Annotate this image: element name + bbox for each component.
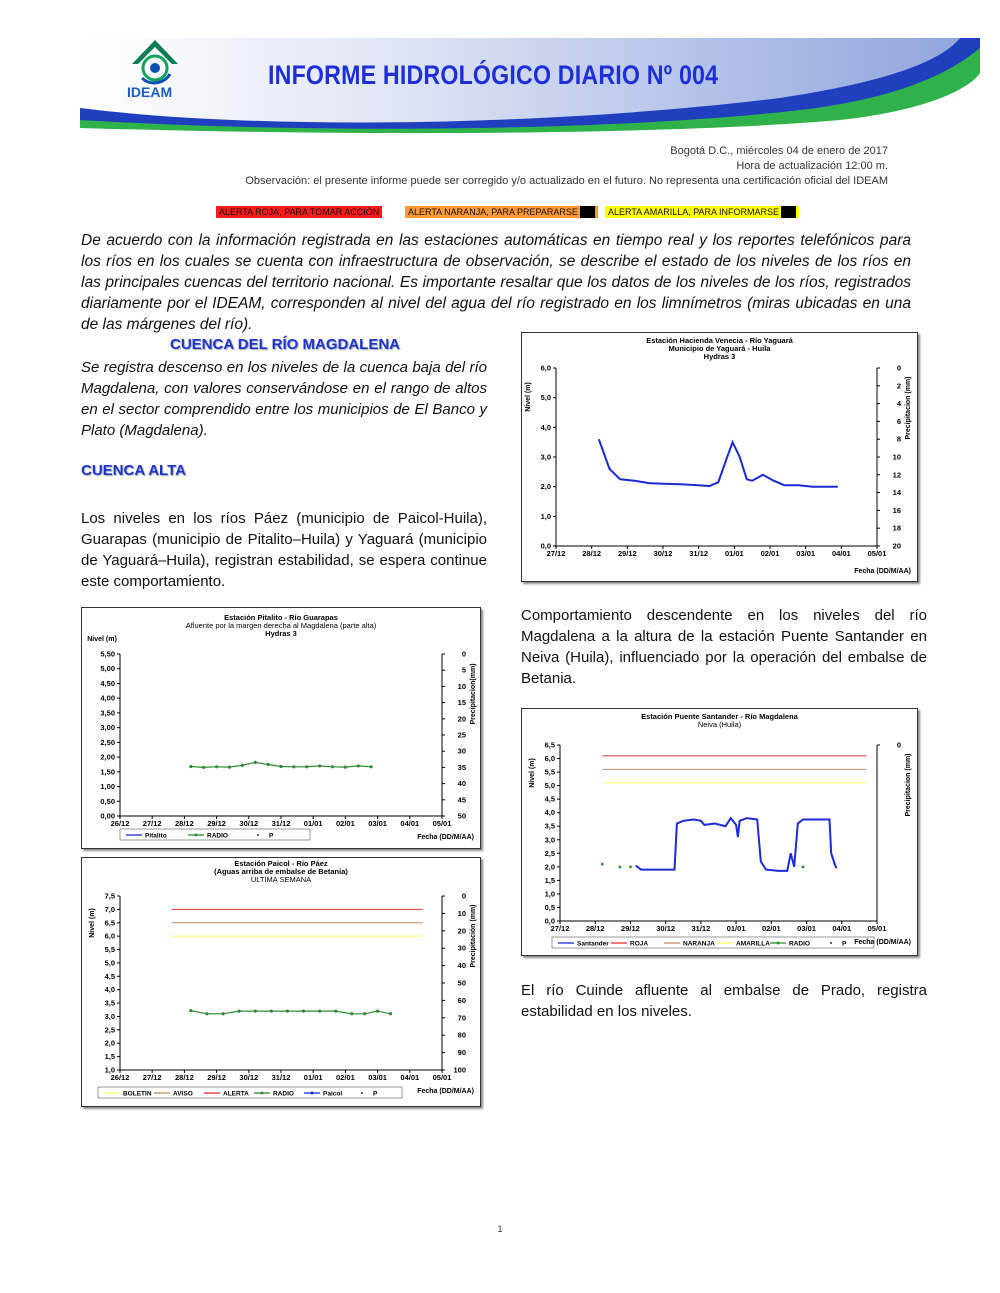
pitalito-data-point [292, 765, 295, 768]
pitalito-data-point [305, 765, 308, 768]
pitalito-ytick-label: 3,00 [100, 723, 115, 733]
pitalito-y2tick-label: 10 [457, 681, 466, 691]
paicol-ylabel: Nivel (m) [89, 908, 96, 938]
pitalito-y2tick-label: 35 [457, 762, 466, 772]
santander-ytick-label: 3,0 [544, 835, 555, 845]
santander-y2tick-label: 0 [896, 740, 901, 750]
santander-xtick-label: 27/12 [550, 924, 570, 933]
paicol-y2tick-label: 40 [457, 961, 466, 971]
santander-ytick-label: 2,5 [544, 848, 555, 858]
pitalito-ytick-label: 4,50 [100, 678, 115, 688]
pitalito-xtick-label: 30/12 [239, 819, 259, 828]
chart-pitalito [81, 607, 481, 849]
paicol-y2tick-label: 100 [453, 1065, 466, 1075]
santander-xtick-label: 03/01 [797, 924, 816, 933]
venecia-y2tick-label: 16 [892, 505, 901, 515]
pitalito-data-point [202, 766, 205, 769]
paicol-data-point [221, 1012, 224, 1015]
paicol-data-point [270, 1010, 273, 1013]
paicol-ytick-label: 4,0 [104, 985, 115, 995]
pitalito-xtick-label: 02/01 [336, 819, 355, 828]
paicol-data-point [286, 1010, 289, 1013]
venecia-y2tick-label: 8 [896, 434, 901, 444]
pitalito-y2tick-label: 20 [457, 714, 466, 724]
paicol-data-point [205, 1012, 208, 1015]
chart-santander-svg [522, 709, 917, 955]
paicol-legend-marker [311, 1092, 314, 1095]
paicol-ytick-label: 3,0 [104, 1011, 115, 1021]
pitalito-y2tick-label: 0 [461, 649, 466, 659]
logo-text: IDEAM [127, 84, 173, 100]
paicol-xtick-label: 30/12 [239, 1073, 259, 1082]
santander-title: Estación Puente Santander - Río Magdalena [641, 712, 798, 721]
page-number: 1 [497, 1224, 503, 1234]
pitalito-xtick-label: 01/01 [303, 819, 323, 828]
paicol-xtick-label: 02/01 [336, 1073, 355, 1082]
venecia-series-line [599, 439, 838, 487]
paicol-ytick-label: 6,0 [104, 931, 115, 941]
pitalito-y2tick-label: 45 [457, 795, 466, 805]
paicol-ytick-label: 2,0 [104, 1038, 115, 1048]
chart-paicol [81, 857, 481, 1107]
pitalito-ytick-label: 4,00 [100, 693, 115, 703]
pitalito-data-point [279, 765, 282, 768]
santander-y2label: Precipitacion (mm) [905, 753, 912, 817]
pitalito-data-point [254, 761, 257, 764]
alert-yellow-badge [605, 206, 799, 218]
pitalito-subtitle2: Hydras 3 [265, 629, 297, 638]
pitalito-legend-swatch [257, 834, 259, 836]
venecia-xtick-label: 29/12 [617, 549, 637, 558]
venecia-ytick-label: 1,0 [540, 511, 551, 521]
paicol-data-point [334, 1010, 337, 1013]
venecia-xlabel: Fecha (DD/M/AA) [854, 568, 911, 575]
santander-data-point [629, 865, 632, 868]
paicol-y2tick-label: 10 [457, 908, 466, 918]
paicol-data-point [389, 1012, 392, 1015]
pitalito-ytick-label: 0,50 [100, 796, 115, 806]
pitalito-xtick-label: 28/12 [175, 819, 194, 828]
santander-legend-label: RADIO [789, 940, 810, 948]
paicol-ytick-label: 2,5 [104, 1025, 115, 1035]
paicol-legend-label: RADIO [273, 1090, 294, 1098]
santander-data-point [618, 865, 621, 868]
alert-orange-label: ALERTA NARANJA, PARA PREPARARSE [408, 207, 578, 217]
paicol-y2tick-label: 50 [457, 978, 466, 988]
chart-venecia-svg [522, 333, 917, 581]
pitalito-y2tick-label: 25 [457, 730, 466, 740]
santander-ytick-label: 0,5 [544, 902, 555, 912]
pitalito-y2tick-label: 30 [457, 746, 466, 756]
venecia-subtitle2: Hydras 3 [703, 352, 736, 361]
venecia-xtick-label: 28/12 [582, 549, 602, 558]
pitalito-ytick-label: 0,00 [100, 811, 115, 821]
venecia-title: Estación Hacienda Venecia - Río Yaguará [646, 336, 793, 345]
pitalito-data-point [215, 765, 218, 768]
santander-xtick-label: 02/01 [761, 924, 781, 933]
pitalito-data-point [331, 765, 334, 768]
paicol-series-line [191, 1011, 391, 1014]
pitalito-legend-label: P [269, 832, 274, 840]
venecia-y2tick-label: 4 [896, 399, 901, 409]
pitalito-ytick-label: 2,50 [100, 737, 115, 747]
santander-xtick-label: 01/01 [726, 924, 746, 933]
pitalito-ytick-label: 3,50 [100, 708, 115, 718]
venecia-y2tick-label: 2 [896, 381, 901, 391]
pitalito-xtick-label: 03/01 [368, 819, 387, 828]
paicol-y2tick-label: 0 [461, 891, 466, 901]
paicol-ytick-label: 5,5 [104, 945, 115, 955]
alert-yellow-label: ALERTA AMARILLA, PARA INFORMARSE [608, 207, 780, 217]
pitalito-data-point [189, 765, 192, 768]
paicol-ytick-label: 4,5 [104, 971, 115, 981]
paicol-legend-label: P [373, 1090, 378, 1098]
pitalito-legend-label: Pitalito [145, 832, 167, 840]
intro-paragraph: De acuerdo con la información registrada en las estaciones automáticas en tiempo real y los reportes telefónicos para los ríos en los cuales se cuenta con infraestructura de observación, se describe el estado de los niveles de los ríos en las principales cuencas del territorio nacional. Es importante resaltar que los datos de los niveles de los ríos, registrados diariamente por el IDEAM, corresponden al nivel del agua del río registrado en los limnímetros (miras ubicadas en una de las márgenes del río). [81, 232, 911, 333]
magdalena-text: Se registra descenso en los niveles de la cuenca baja del río Magdalena, con valores conservándose en el rango de altos en el sector comprendido entre los municipios de El Banco y Plato (Magdalena). [81, 359, 487, 439]
santander-ytick-label: 1,0 [544, 889, 555, 899]
santander-xtick-label: 04/01 [832, 924, 852, 933]
pitalito-data-point [267, 763, 270, 766]
paicol-y2tick-label: 80 [457, 1030, 466, 1040]
venecia-ytick-label: 6,0 [540, 363, 551, 373]
paicol-y2tick-label: 60 [457, 995, 466, 1005]
pitalito-xtick-label: 26/12 [110, 819, 130, 828]
pitalito-data-point [318, 764, 321, 767]
paicol-xtick-label: 04/01 [400, 1073, 420, 1082]
alert-orange-badge [405, 206, 598, 218]
pitalito-xtick-label: 05/01 [432, 819, 452, 828]
santander-ytick-label: 6,5 [544, 740, 555, 750]
santander-legend-label: Santander [577, 940, 609, 948]
pitalito-xtick-label: 27/12 [142, 819, 162, 828]
paicol-legend-label: ALERTA [223, 1090, 249, 1098]
venecia-y2tick-label: 0 [896, 363, 901, 373]
santander-text: Comportamiento descendente en los niveles del río Magdalena a la altura de la estación Puente Santander en Neiva (Huila), influenciado por la operación del embalse de Betania. [521, 607, 927, 687]
paicol-xtick-label: 31/12 [271, 1073, 291, 1082]
venecia-ytick-label: 3,0 [540, 452, 551, 462]
logo [120, 38, 190, 102]
venecia-xtick-label: 02/01 [760, 549, 780, 558]
place-date: Bogotá D.C., miércoles 04 de enero de 2017 [670, 145, 888, 157]
santander-xtick-label: 29/12 [621, 924, 640, 933]
pitalito-legend-label: RADIO [207, 832, 228, 840]
santander-legend-label: AMARILLA [736, 940, 770, 948]
santander-legend-swatch [830, 942, 832, 944]
pitalito-ylabel: Nivel (m) [87, 636, 117, 643]
paicol-y2tick-label: 90 [457, 1048, 466, 1058]
paicol-data-point [254, 1010, 257, 1013]
paicol-ytick-label: 1,5 [104, 1052, 115, 1062]
paicol-ytick-label: 3,5 [104, 998, 115, 1008]
paicol-legend-marker [261, 1092, 264, 1095]
paicol-data-point [302, 1010, 305, 1013]
paicol-y2tick-label: 70 [457, 1013, 466, 1023]
venecia-y2tick-label: 10 [892, 452, 901, 462]
santander-xlabel: Fecha (DD/M/AA) [854, 939, 911, 946]
alert-red-badge [216, 206, 382, 218]
santander-ytick-label: 5,0 [544, 781, 555, 791]
santander-legend-label: ROJA [630, 940, 649, 948]
pitalito-y2tick-label: 50 [457, 811, 466, 821]
venecia-ytick-label: 4,0 [540, 422, 551, 432]
chart-pitalito-svg [82, 608, 480, 848]
pitalito-xlabel: Fecha (DD/M/AA) [417, 834, 474, 841]
pitalito-ytick-label: 2,00 [100, 752, 115, 762]
pitalito-data-point [357, 764, 360, 767]
alert-red-label: ALERTA ROJA, PARA TOMAR ACCIÓN [219, 207, 380, 217]
venecia-y2tick-label: 20 [892, 541, 901, 551]
paicol-xtick-label: 01/01 [303, 1073, 323, 1082]
paicol-xtick-label: 28/12 [175, 1073, 194, 1082]
paicol-subtitle2: ULTIMA SEMANA [250, 875, 312, 884]
venecia-ylabel: Nivel (m) [525, 382, 532, 412]
santander-xtick-label: 28/12 [585, 924, 605, 933]
santander-ytick-label: 0,0 [544, 916, 555, 926]
santander-legend-label: P [842, 940, 847, 948]
venecia-y2label: Precipitacion (mm) [905, 376, 912, 440]
santander-ylabel: Nivel (m) [529, 758, 536, 788]
paicol-y2label: Precipitación (mm) [470, 904, 477, 968]
paicol-legend-swatch [361, 1092, 363, 1094]
paicol-data-point [363, 1012, 366, 1015]
paicol-xtick-label: 26/12 [110, 1073, 130, 1082]
pitalito-data-point [241, 764, 244, 767]
paicol-data-point [376, 1010, 379, 1013]
venecia-y2tick-label: 6 [896, 416, 901, 426]
santander-legend-label: NARANJA [683, 940, 715, 948]
alta-heading: CUENCA ALTA [81, 462, 186, 479]
paicol-xtick-label: 03/01 [368, 1073, 387, 1082]
santander-data-point [601, 863, 604, 866]
venecia-y2tick-label: 12 [892, 470, 901, 480]
chart-venecia [521, 332, 918, 582]
paicol-xtick-label: 29/12 [207, 1073, 226, 1082]
venecia-xtick-label: 31/12 [689, 549, 709, 558]
pitalito-xtick-label: 04/01 [400, 819, 420, 828]
santander-series-line [636, 818, 837, 871]
observation-note: Observación: el presente informe puede ser corregido y/o actualizado en el futuro. No representa una certificación oficial del IDEAM [245, 175, 888, 187]
paicol-data-point [189, 1009, 192, 1012]
paicol-ytick-label: 7,5 [104, 891, 115, 901]
paicol-data-point [350, 1012, 353, 1015]
santander-ytick-label: 4,0 [544, 808, 555, 818]
paicol-data-point [318, 1010, 321, 1013]
pitalito-title: Estación Pitalito - Río Guarapas [224, 613, 338, 622]
santander-data-point [802, 865, 805, 868]
pitalito-xtick-label: 29/12 [207, 819, 226, 828]
pitalito-ytick-label: 5,00 [100, 664, 115, 674]
pitalito-legend-marker [195, 834, 198, 837]
pitalito-y2tick-label: 5 [461, 665, 466, 675]
santander-xtick-label: 30/12 [656, 924, 676, 933]
santander-ytick-label: 2,0 [544, 862, 555, 872]
paicol-ytick-label: 5,0 [104, 958, 115, 968]
pitalito-ytick-label: 5,50 [100, 649, 115, 659]
pitalito-xtick-label: 31/12 [271, 819, 291, 828]
pitalito-ytick-label: 1,00 [100, 782, 115, 792]
santander-xtick-label: 05/01 [867, 924, 887, 933]
venecia-ytick-label: 5,0 [540, 393, 551, 403]
santander-ytick-label: 3,5 [544, 821, 555, 831]
venecia-y2tick-label: 14 [892, 488, 901, 498]
cuinde-text: El río Cuinde afluente al embalse de Prado, registra estabilidad en los niveles. [521, 982, 927, 1020]
santander-ytick-label: 5,5 [544, 767, 555, 777]
santander-xtick-label: 31/12 [691, 924, 711, 933]
chart-paicol-svg [82, 858, 480, 1106]
alta-text: Los niveles en los ríos Páez (municipio de Paicol-Huila), Guarapas (municipio de Pitalito–Huila) y Yaguará (municipio de Yaguará–Huila), registran estabilidad, se espera continue este comportamiento. [81, 510, 487, 590]
magdalena-heading: CUENCA DEL RÍO MAGDALENA [170, 336, 401, 353]
venecia-ytick-label: 2,0 [540, 482, 551, 492]
update-time: Hora de actualización 12:00 m. [736, 160, 888, 172]
paicol-legend-label: AVISO [173, 1090, 193, 1098]
venecia-xtick-label: 04/01 [831, 549, 851, 558]
pitalito-data-point [370, 765, 373, 768]
venecia-xtick-label: 30/12 [653, 549, 673, 558]
venecia-subtitle: Municipio de Yaguará - Huila [668, 344, 771, 353]
paicol-ytick-label: 7,0 [104, 904, 115, 914]
paicol-ytick-label: 6,5 [104, 918, 115, 928]
paicol-y2tick-label: 20 [457, 926, 466, 936]
pitalito-data-point [228, 766, 231, 769]
pitalito-y2tick-label: 40 [457, 779, 466, 789]
santander-legend-marker [777, 942, 780, 945]
venecia-ytick-label: 0,0 [540, 541, 551, 551]
santander-ytick-label: 1,5 [544, 875, 555, 885]
paicol-xlabel: Fecha (DD/M/AA) [417, 1088, 474, 1095]
santander-subtitle: Neiva (Huila) [697, 720, 742, 729]
venecia-xtick-label: 01/01 [724, 549, 744, 558]
pitalito-y2label: Precipitacion(mm) [470, 663, 477, 725]
paicol-legend-label: BOLETIN [123, 1090, 152, 1098]
page-title: INFORME HIDROLÓGICO DIARIO Nº 004 [268, 60, 719, 90]
paicol-ytick-label: 1,0 [104, 1065, 115, 1075]
venecia-xtick-label: 05/01 [867, 549, 887, 558]
pitalito-subtitle: Afluente por la margen derecha al Magdalena (parte alta) [185, 621, 377, 630]
paicol-y2tick-label: 30 [457, 943, 466, 953]
paicol-xtick-label: 27/12 [142, 1073, 162, 1082]
santander-ytick-label: 4,5 [544, 794, 555, 804]
pitalito-ytick-label: 1,50 [100, 767, 115, 777]
venecia-xtick-label: 27/12 [546, 549, 566, 558]
venecia-y2tick-label: 18 [892, 523, 901, 533]
paicol-data-point [238, 1010, 241, 1013]
paicol-legend-label: Paicol [323, 1090, 343, 1098]
venecia-xtick-label: 03/01 [796, 549, 816, 558]
santander-ytick-label: 6,0 [544, 754, 555, 764]
pitalito-data-point [344, 766, 347, 769]
paicol-title: Estación Paicol - Río Páez [234, 859, 328, 868]
paicol-subtitle: (Aguas arriba de embalse de Betania) [214, 867, 348, 876]
chart-santander [521, 708, 918, 956]
pitalito-y2tick-label: 15 [457, 698, 466, 708]
paicol-xtick-label: 05/01 [432, 1073, 452, 1082]
